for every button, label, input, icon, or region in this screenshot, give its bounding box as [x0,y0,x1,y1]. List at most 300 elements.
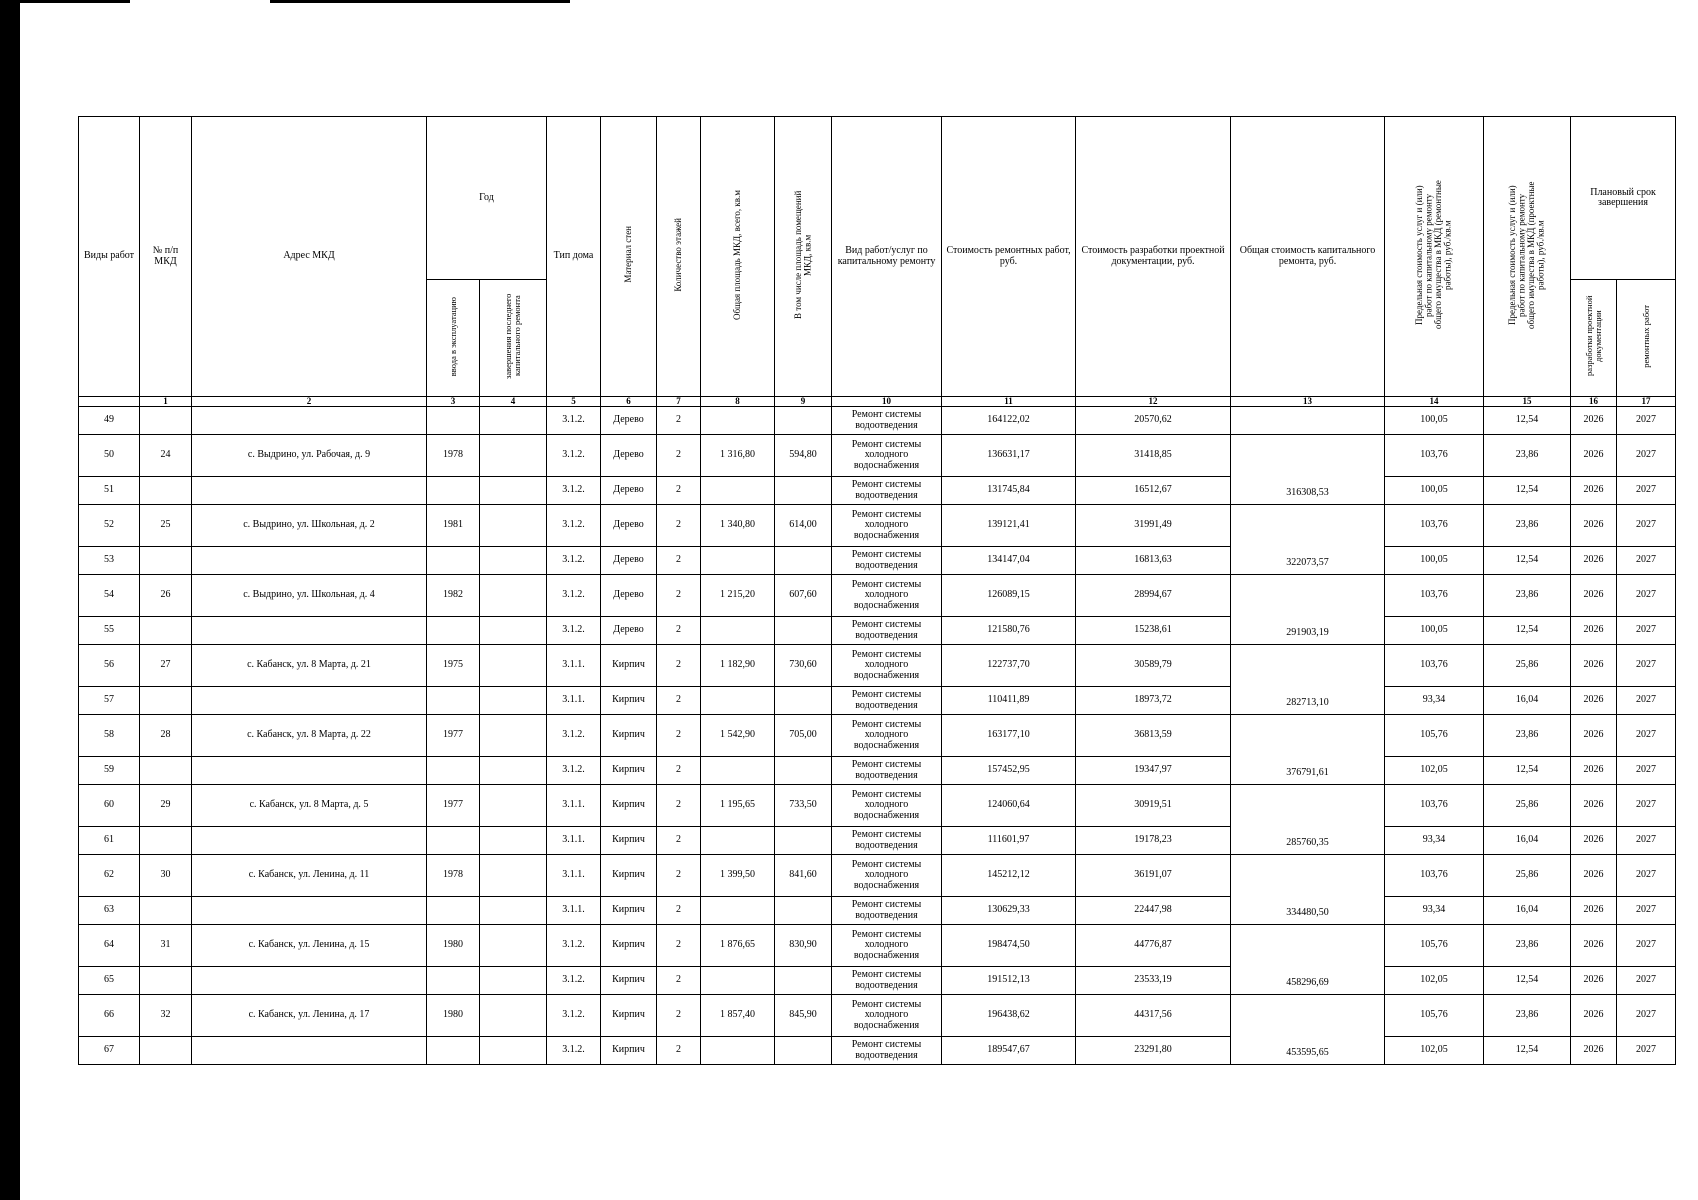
premises-area-cell [775,757,832,785]
total-area-cell: 1 857,40 [701,995,775,1037]
mkd-number-cell [140,827,192,855]
limit-design-cell: 16,04 [1484,897,1571,925]
floors-cell: 2 [657,855,701,897]
table-row [79,995,1676,1037]
column-number-cell [79,397,140,407]
table-row [79,855,1676,897]
header-wall-material [601,117,657,397]
total-cost-cell: 334480,50 [1231,855,1385,925]
limit-repair-cell: 105,76 [1385,715,1484,757]
total-area-cell [701,477,775,505]
deadline-design-cell: 2026 [1571,505,1617,547]
address-cell: с. Кабанск, ул. 8 Марта, д. 5 [192,785,427,827]
design-cost-cell: 20570,62 [1076,407,1231,435]
header-year: Год [427,117,547,280]
limit-repair-cell: 100,05 [1385,407,1484,435]
scan-edge-left [0,0,20,1200]
deadline-design-cell: 2026 [1571,995,1617,1037]
limit-repair-cell: 103,76 [1385,505,1484,547]
mkd-number-cell [140,967,192,995]
limit-repair-cell: 102,05 [1385,1037,1484,1065]
year-last-repair-cell [480,897,547,925]
address-cell: с. Кабанск, ул. Ленина, д. 15 [192,925,427,967]
header-design-cost: Стоимость разработки проектной документации, руб. [1076,117,1231,397]
year-last-repair-cell [480,855,547,897]
floors-cell: 2 [657,1037,701,1065]
repair-cost-cell: 124060,64 [942,785,1076,827]
wall-material-cell: Дерево [601,617,657,645]
year-commissioning-cell: 1981 [427,505,480,547]
year-commissioning-cell [427,407,480,435]
mkd-number-cell [140,477,192,505]
limit-repair-cell: 105,76 [1385,995,1484,1037]
header-repair-cost: Стоимость ремонтных работ, руб. [942,117,1076,397]
address-cell [192,827,427,855]
service-type-cell: Ремонт системы холодного водоснабжения [832,645,942,687]
premises-area-cell: 841,60 [775,855,832,897]
mkd-number-cell [140,687,192,715]
deadline-repair-cell: 2027 [1617,407,1676,435]
deadline-design-cell: 2026 [1571,785,1617,827]
total-area-cell: 1 195,65 [701,785,775,827]
column-number-cell: 10 [832,397,942,407]
mkd-number-cell [140,617,192,645]
table-row [79,757,1676,785]
floors-cell: 2 [657,925,701,967]
total-cost-cell: 282713,10 [1231,645,1385,715]
floors-cell: 2 [657,617,701,645]
header-house-type: Тип дома [547,117,601,397]
deadline-design-cell: 2026 [1571,575,1617,617]
year-commissioning-cell: 1978 [427,855,480,897]
deadline-repair-cell: 2027 [1617,757,1676,785]
year-commissioning-cell: 1982 [427,575,480,617]
wall-material-cell: Кирпич [601,827,657,855]
floors-cell: 2 [657,547,701,575]
house-type-cell: 3.1.1. [547,827,601,855]
wall-material-cell: Кирпич [601,925,657,967]
house-type-cell: 3.1.2. [547,925,601,967]
mkd-number-cell: 32 [140,995,192,1037]
premises-area-cell [775,547,832,575]
house-type-cell: 3.1.2. [547,1037,601,1065]
deadline-repair-cell: 2027 [1617,547,1676,575]
year-last-repair-cell [480,435,547,477]
table-row [79,575,1676,617]
house-type-cell: 3.1.2. [547,575,601,617]
wall-material-cell: Дерево [601,477,657,505]
year-commissioning-cell: 1980 [427,995,480,1037]
limit-design-cell: 23,86 [1484,925,1571,967]
deadline-repair-cell: 2027 [1617,687,1676,715]
total-area-cell: 1 542,90 [701,715,775,757]
scan-edge-top [270,0,570,3]
column-number-cell: 12 [1076,397,1231,407]
repair-cost-cell: 157452,95 [942,757,1076,785]
limit-design-cell: 12,54 [1484,477,1571,505]
header-limit-repair [1385,117,1484,397]
limit-repair-cell: 93,34 [1385,827,1484,855]
year-commissioning-cell [427,547,480,575]
service-type-cell: Ремонт системы водоотведения [832,897,942,925]
year-last-repair-cell [480,547,547,575]
premises-area-cell [775,477,832,505]
year-last-repair-cell [480,477,547,505]
address-cell [192,1037,427,1065]
table-row [79,715,1676,757]
total-area-cell [701,827,775,855]
table-row [79,897,1676,925]
floors-cell: 2 [657,645,701,687]
deadline-repair-cell: 2027 [1617,715,1676,757]
limit-design-cell: 25,86 [1484,855,1571,897]
column-number-cell: 5 [547,397,601,407]
house-type-cell: 3.1.1. [547,897,601,925]
deadline-design-cell: 2026 [1571,757,1617,785]
address-cell [192,547,427,575]
column-number-cell: 8 [701,397,775,407]
house-type-cell: 3.1.2. [547,435,601,477]
premises-area-cell: 705,00 [775,715,832,757]
deadline-design-cell: 2026 [1571,827,1617,855]
premises-area-cell [775,617,832,645]
repair-cost-cell: 139121,41 [942,505,1076,547]
total-area-cell [701,757,775,785]
service-type-cell: Ремонт системы холодного водоснабжения [832,505,942,547]
deadline-repair-cell: 2027 [1617,785,1676,827]
house-type-cell: 3.1.1. [547,687,601,715]
mkd-number-cell: 31 [140,925,192,967]
work-type-cell: 52 [79,505,140,547]
repair-cost-cell: 191512,13 [942,967,1076,995]
design-cost-cell: 28994,67 [1076,575,1231,617]
total-cost-cell: 376791,61 [1231,715,1385,785]
floors-cell: 2 [657,757,701,785]
limit-repair-cell: 103,76 [1385,645,1484,687]
floors-cell: 2 [657,785,701,827]
header-limit-design-text: Предельная стоимость услуг и (или) работ по капитальному ремонту общего имущества в МКД (проектные работы), руб./кв.м [1507,180,1546,329]
year-last-repair-cell [480,1037,547,1065]
deadline-design-cell: 2026 [1571,645,1617,687]
header-year-commissioning [427,280,480,397]
deadline-repair-cell: 2027 [1617,855,1676,897]
year-commissioning-cell [427,967,480,995]
year-commissioning-cell [427,617,480,645]
deadline-repair-cell: 2027 [1617,477,1676,505]
limit-repair-cell: 103,76 [1385,435,1484,477]
header-year-last-repair-text: завершения последнего капитального ремонта [503,293,522,379]
column-number-cell: 7 [657,397,701,407]
table-row [79,435,1676,477]
year-commissioning-cell [427,897,480,925]
limit-design-cell: 23,86 [1484,575,1571,617]
service-type-cell: Ремонт системы водоотведения [832,1037,942,1065]
address-cell: с. Выдрино, ул. Школьная, д. 4 [192,575,427,617]
deadline-design-cell: 2026 [1571,925,1617,967]
work-type-cell: 63 [79,897,140,925]
table-row [79,505,1676,547]
design-cost-cell: 44317,56 [1076,995,1231,1037]
address-cell: с. Кабанск, ул. Ленина, д. 17 [192,995,427,1037]
work-type-cell: 51 [79,477,140,505]
column-number-cell: 6 [601,397,657,407]
header-floors [657,117,701,397]
year-last-repair-cell [480,757,547,785]
table-row [79,687,1676,715]
limit-repair-cell: 100,05 [1385,477,1484,505]
house-type-cell: 3.1.2. [547,617,601,645]
design-cost-cell: 19178,23 [1076,827,1231,855]
repair-cost-cell: 196438,62 [942,995,1076,1037]
house-type-cell: 3.1.1. [547,785,601,827]
repair-cost-cell: 110411,89 [942,687,1076,715]
address-cell [192,897,427,925]
deadline-repair-cell: 2027 [1617,617,1676,645]
design-cost-cell: 18973,72 [1076,687,1231,715]
column-number-cell: 13 [1231,397,1385,407]
column-number-cell: 15 [1484,397,1571,407]
house-type-cell: 3.1.2. [547,757,601,785]
deadline-repair-cell: 2027 [1617,575,1676,617]
table-row [79,925,1676,967]
limit-design-cell: 12,54 [1484,757,1571,785]
house-type-cell: 3.1.2. [547,547,601,575]
total-area-cell: 1 182,90 [701,645,775,687]
wall-material-cell: Кирпич [601,995,657,1037]
table-row [79,407,1676,435]
wall-material-cell: Кирпич [601,687,657,715]
repair-cost-cell: 131745,84 [942,477,1076,505]
floors-cell: 2 [657,575,701,617]
floors-cell: 2 [657,477,701,505]
deadline-repair-cell: 2027 [1617,1037,1676,1065]
work-type-cell: 58 [79,715,140,757]
design-cost-cell: 23533,19 [1076,967,1231,995]
mkd-number-cell [140,897,192,925]
premises-area-cell: 845,90 [775,995,832,1037]
table-row [79,827,1676,855]
table-row [79,785,1676,827]
repair-cost-cell: 111601,97 [942,827,1076,855]
header-total-area [701,117,775,397]
year-commissioning-cell [427,757,480,785]
total-area-cell: 1 316,80 [701,435,775,477]
work-type-cell: 67 [79,1037,140,1065]
deadline-repair-cell: 2027 [1617,505,1676,547]
year-commissioning-cell: 1977 [427,785,480,827]
wall-material-cell: Дерево [601,505,657,547]
year-commissioning-cell [427,1037,480,1065]
table-row [79,645,1676,687]
header-premises-area-text: В том числе площадь помещений МКД, кв.м [792,190,813,319]
work-type-cell: 55 [79,617,140,645]
column-number-cell: 2 [192,397,427,407]
deadline-design-cell: 2026 [1571,715,1617,757]
house-type-cell: 3.1.2. [547,967,601,995]
design-cost-cell: 36813,59 [1076,715,1231,757]
premises-area-cell [775,967,832,995]
header-service-type: Вид работ/услуг по капитальному ремонту [832,117,942,397]
deadline-design-cell: 2026 [1571,547,1617,575]
design-cost-cell: 30919,51 [1076,785,1231,827]
total-area-cell [701,897,775,925]
total-area-cell: 1 340,80 [701,505,775,547]
work-type-cell: 66 [79,995,140,1037]
deadline-design-cell: 2026 [1571,477,1617,505]
address-cell: с. Кабанск, ул. 8 Марта, д. 22 [192,715,427,757]
house-type-cell: 3.1.2. [547,477,601,505]
wall-material-cell: Кирпич [601,785,657,827]
work-type-cell: 60 [79,785,140,827]
repair-cost-cell: 121580,76 [942,617,1076,645]
repair-cost-cell: 122737,70 [942,645,1076,687]
column-number-cell: 9 [775,397,832,407]
deadline-repair-cell: 2027 [1617,925,1676,967]
repair-cost-cell: 134147,04 [942,547,1076,575]
limit-design-cell: 12,54 [1484,617,1571,645]
house-type-cell: 3.1.2. [547,505,601,547]
header-year-commissioning-text: ввода в эксплуатацию [447,296,458,376]
year-last-repair-cell [480,407,547,435]
deadline-design-cell: 2026 [1571,967,1617,995]
year-last-repair-cell [480,575,547,617]
wall-material-cell: Дерево [601,547,657,575]
limit-design-cell: 25,86 [1484,645,1571,687]
header-total-area-text: Общая площадь МКД, всего, кв.м [731,189,742,320]
column-number-cell: 1 [140,397,192,407]
wall-material-cell: Дерево [601,575,657,617]
address-cell [192,407,427,435]
limit-repair-cell: 105,76 [1385,925,1484,967]
total-area-cell [701,407,775,435]
house-type-cell: 3.1.1. [547,645,601,687]
limit-repair-cell: 93,34 [1385,687,1484,715]
deadline-design-cell: 2026 [1571,407,1617,435]
total-cost-cell: 453595,65 [1231,995,1385,1065]
deadline-repair-cell: 2027 [1617,995,1676,1037]
total-cost-cell: 291903,19 [1231,575,1385,645]
wall-material-cell: Кирпич [601,645,657,687]
service-type-cell: Ремонт системы водоотведения [832,477,942,505]
table-row [79,547,1676,575]
header-wall-material-text: Материал стен [622,226,633,284]
service-type-cell: Ремонт системы холодного водоснабжения [832,785,942,827]
repair-cost-cell: 126089,15 [942,575,1076,617]
service-type-cell: Ремонт системы холодного водоснабжения [832,575,942,617]
total-area-cell [701,687,775,715]
limit-design-cell: 12,54 [1484,407,1571,435]
limit-repair-cell: 103,76 [1385,785,1484,827]
work-type-cell: 50 [79,435,140,477]
address-cell: с. Кабанск, ул. Ленина, д. 11 [192,855,427,897]
design-cost-cell: 31418,85 [1076,435,1231,477]
repair-cost-cell: 198474,50 [942,925,1076,967]
floors-cell: 2 [657,687,701,715]
design-cost-cell: 19347,97 [1076,757,1231,785]
work-type-cell: 59 [79,757,140,785]
total-cost-cell: 316308,53 [1231,435,1385,505]
design-cost-cell: 22447,98 [1076,897,1231,925]
deadline-repair-cell: 2027 [1617,827,1676,855]
limit-design-cell: 23,86 [1484,505,1571,547]
service-type-cell: Ремонт системы водоотведения [832,757,942,785]
header-deadline-design [1571,280,1617,397]
header-deadline-repair-text: ремонтных работ [1640,304,1651,368]
deadline-repair-cell: 2027 [1617,645,1676,687]
limit-design-cell: 16,04 [1484,827,1571,855]
mkd-number-cell: 25 [140,505,192,547]
wall-material-cell: Кирпич [601,967,657,995]
wall-material-cell: Кирпич [601,1037,657,1065]
house-type-cell: 3.1.2. [547,407,601,435]
limit-repair-cell: 93,34 [1385,897,1484,925]
year-last-repair-cell [480,925,547,967]
limit-design-cell: 23,86 [1484,435,1571,477]
work-type-cell: 64 [79,925,140,967]
year-last-repair-cell [480,967,547,995]
mkd-number-cell [140,1037,192,1065]
mkd-number-cell: 24 [140,435,192,477]
design-cost-cell: 36191,07 [1076,855,1231,897]
deadline-design-cell: 2026 [1571,687,1617,715]
column-number-cell: 16 [1571,397,1617,407]
work-type-cell: 57 [79,687,140,715]
limit-design-cell: 23,86 [1484,995,1571,1037]
design-cost-cell: 15238,61 [1076,617,1231,645]
design-cost-cell: 16813,63 [1076,547,1231,575]
wall-material-cell: Кирпич [601,715,657,757]
mkd-number-cell: 30 [140,855,192,897]
year-commissioning-cell [427,687,480,715]
deadline-design-cell: 2026 [1571,897,1617,925]
year-commissioning-cell [427,477,480,505]
floors-cell: 2 [657,827,701,855]
address-cell [192,477,427,505]
header-total-cost: Общая стоимость капитального ремонта, руб. [1231,117,1385,397]
premises-area-cell [775,897,832,925]
deadline-design-cell: 2026 [1571,855,1617,897]
premises-area-cell [775,407,832,435]
repair-cost-cell: 136631,17 [942,435,1076,477]
design-cost-cell: 23291,80 [1076,1037,1231,1065]
design-cost-cell: 16512,67 [1076,477,1231,505]
floors-cell: 2 [657,407,701,435]
deadline-repair-cell: 2027 [1617,897,1676,925]
wall-material-cell: Кирпич [601,897,657,925]
repair-cost-cell: 145212,12 [942,855,1076,897]
service-type-cell: Ремонт системы холодного водоснабжения [832,995,942,1037]
floors-cell: 2 [657,435,701,477]
service-type-cell: Ремонт системы холодного водоснабжения [832,855,942,897]
deadline-design-cell: 2026 [1571,617,1617,645]
premises-area-cell: 730,60 [775,645,832,687]
address-cell [192,687,427,715]
limit-repair-cell: 102,05 [1385,967,1484,995]
header-limit-repair-text: Предельная стоимость услуг и (или) работ по капитальному ремонту общего имущества в МКД (ремонтные работы), руб./кв.м [1414,180,1453,330]
design-cost-cell: 31991,49 [1076,505,1231,547]
wall-material-cell: Дерево [601,407,657,435]
header-mkd-number: № п/п МКД [140,117,192,397]
year-commissioning-cell: 1977 [427,715,480,757]
year-commissioning-cell: 1975 [427,645,480,687]
wall-material-cell: Кирпич [601,757,657,785]
year-commissioning-cell: 1978 [427,435,480,477]
house-type-cell: 3.1.1. [547,855,601,897]
header-deadline-design-text: разработки проектной документации [1583,296,1603,377]
premises-area-cell: 594,80 [775,435,832,477]
table-row [79,967,1676,995]
service-type-cell: Ремонт системы водоотведения [832,407,942,435]
